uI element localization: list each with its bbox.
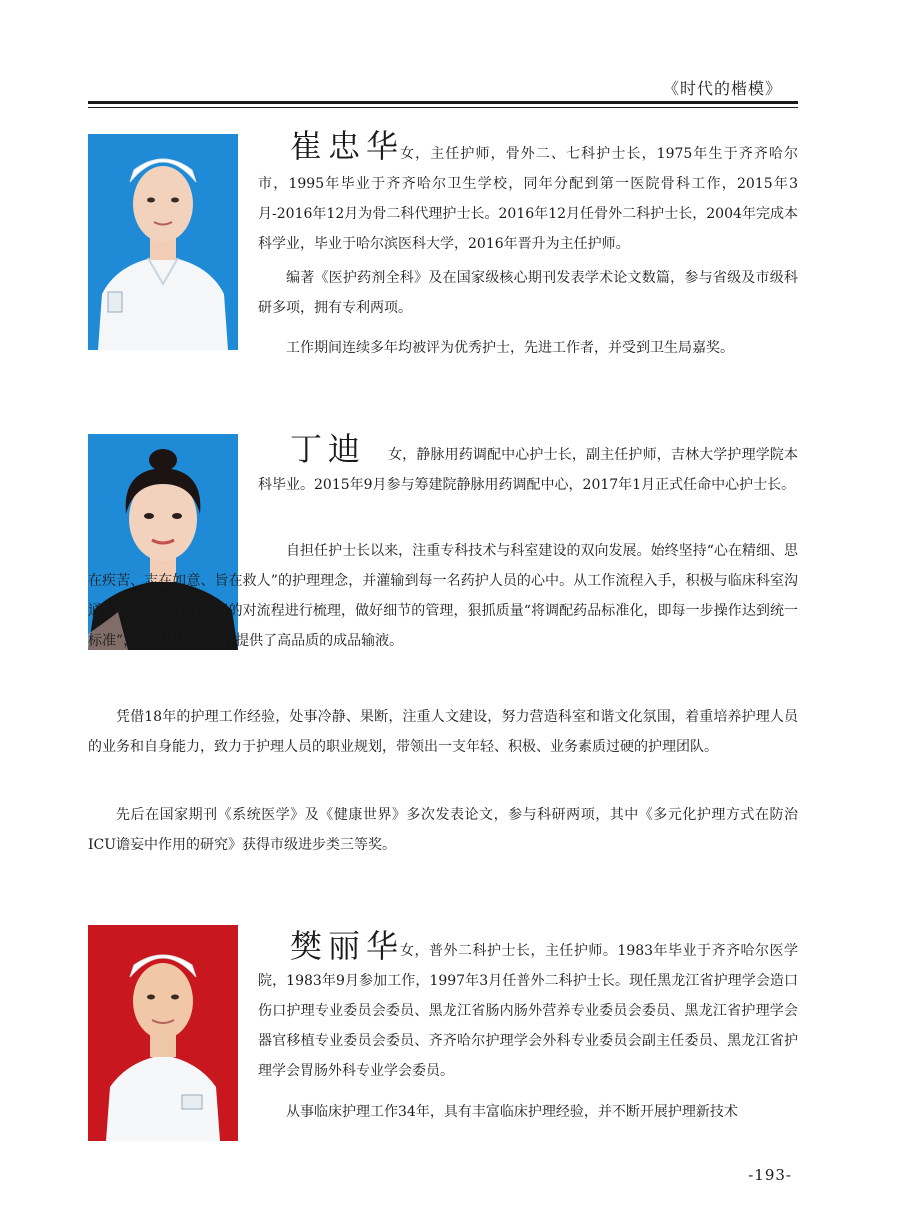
profile-paragraph-1-2: 工作期间连续多年均被评为优秀护士，先进工作者，并受到卫生局嘉奖。: [286, 340, 734, 356]
profile-paragraph-2-2: 凭借18年的护理工作经验，处事冷静、果断，注重人文建设，努力营造科室和谐文化氛围，着重培养护理人员的业务和自身能力，致力于护理人员的职业规划，带领出一支年轻、积极、业务素质过硬的护理团队。: [88, 709, 798, 755]
profile-photo-1: [88, 134, 238, 350]
profile-photo-3: [88, 925, 238, 1141]
profile-intro-1: 女，主任护师，骨外二、七科护士长，1975年生于齐齐哈尔市，1995年毕业于齐齐哈尔卫生学校，同年分配到第一医院骨科工作，2015年3月-2016年12月为骨二科代理护士长。2016年12月任骨外二科护士长，2004年完成本科学业，毕业于哈尔滨医科大学，2016年晋升为主任护师。: [258, 146, 798, 252]
profile-paragraph-2-1: 自担任护士长以来，注重专科技术与科室建设的双向发展。始终坚持“心在精细、思在疾苦、志在如意、旨在救人”的护理理念，并灌输到每一名药护人员的心中。从工作流程入手，积极与临床科室沟通，根据实际工作情况的对流程进行梳理，做好细节的管理，狠抓质量“将调配药品标准化，即每一步操作达到统一标准”，为临床科室患者提供了高品质的成品输液。: [88, 543, 798, 649]
profile-intro-3: 女，普外二科护士长，主任护师。1983年毕业于齐齐哈尔医学院，1983年9月参加工作，1997年3月任普外二科护士长。现任黑龙江省护理学会造口伤口护理专业委员会委员、黑龙江省肠内肠外营养专业委员会委员、黑龙江省护理学会器官移植专业委员会委员、齐齐哈尔护理学会外科专业委员会副主任委员、黑龙江省护理学会胃肠外科专业学会委员。: [258, 943, 798, 1079]
profile-name-1: 崔忠华: [290, 127, 405, 165]
header-rule-thick: [88, 101, 798, 104]
page-number: -193-: [748, 1166, 792, 1184]
profile-name-2: 丁迪: [290, 430, 367, 468]
profile-name-3: 樊丽华: [290, 927, 405, 965]
profile-paragraph-1-1: 编著《医护药剂全科》及在国家级核心期刊发表学术论文数篇，参与省级及市级科研多项，拥有专利两项。: [258, 270, 798, 316]
profile-intro-2: 女，静脉用药调配中心护士长，副主任护师，吉林大学护理学院本科毕业。2015年9月参与筹建院静脉用药调配中心，2017年1月正式任命中心护士长。: [258, 447, 798, 493]
profile-paragraph-3-1: 从事临床护理工作34年，具有丰富临床护理经验，并不断开展护理新技术: [286, 1104, 738, 1120]
header-title: 《时代的楷模》: [662, 79, 782, 98]
profile-paragraph-2-3: 先后在国家期刊《系统医学》及《健康世界》多次发表论文，参与科研两项，其中《多元化护理方式在防治ICU谵妄中作用的研究》获得市级进步类三等奖。: [88, 807, 798, 853]
header-rule-thin: [88, 107, 798, 108]
